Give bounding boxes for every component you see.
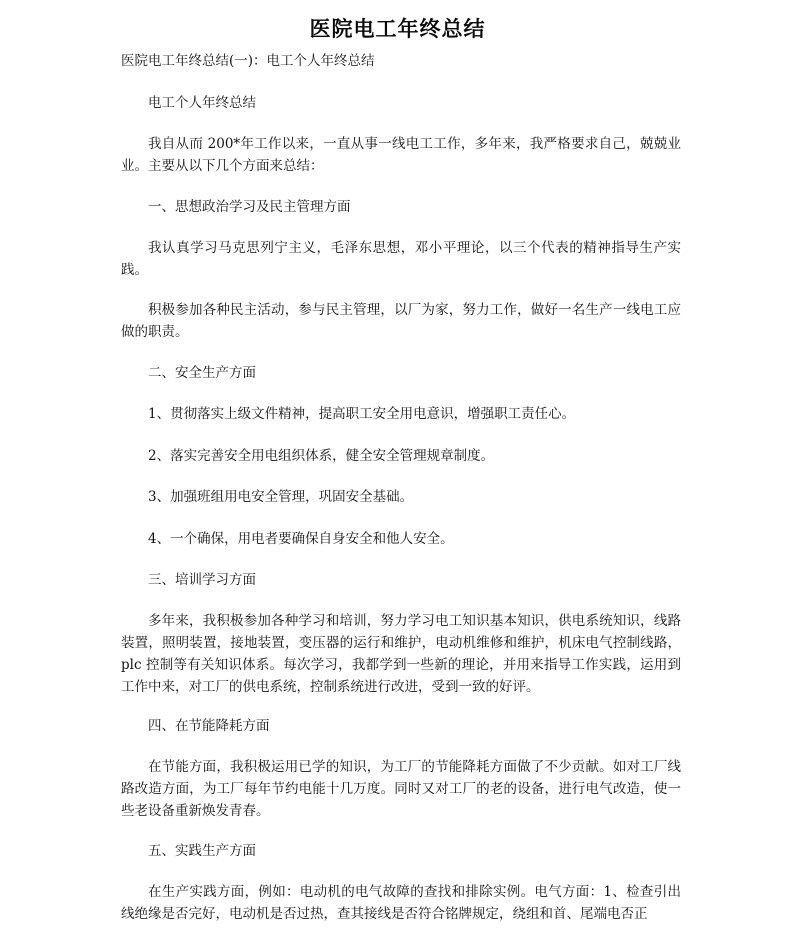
section-heading: 五、实践生产方面 <box>148 843 256 859</box>
section-heading: 四、在节能降耗方面 <box>148 718 270 734</box>
list-item: 3、加强班组用电安全管理，巩固安全基础。 <box>148 489 414 505</box>
section-heading: 二、安全生产方面 <box>148 365 256 381</box>
body-paragraph: 多年来，我积极参加各种学习和培训，努力学习电工知识基本知识，供电系统知识，线路装置，照明装置，接地装置，变压器的运行和维护，电动机维修和维护，机床电气控制线路，plc 控制等有关知识体系。每次学习，我都学到一些新的理论，并用来指导工作实践，运用到工作中来，对工厂的供电系统，控制系统进行改进，受到一致的好评。 <box>121 613 681 695</box>
body-paragraph: 在节能方面，我积极运用已学的知识，为工厂的节能降耗方面做了不少贡献。如对工厂线路改造方面，为工厂每年节约电能十几万度。同时又对工厂的老的设备，进行电气改造，使一些老设备重新焕发青春。 <box>121 759 681 819</box>
document-title: 医院电工年终总结 <box>309 16 486 41</box>
subtitle-line: 医院电工年终总结(一)：电工个人年终总结 <box>121 53 375 69</box>
body-paragraph: 在生产实践方面，例如：电动机的电气故障的查找和排除实例。电气方面：1、检查引出线绝缘是否完好，电动机是否过热，查其接线是否符合铭牌规定，绕组和首、尾端电否正 <box>121 884 681 922</box>
body-paragraph: 我认真学习马克思列宁主义，毛泽东思想，邓小平理论，以三个代表的精神指导生产实践。 <box>121 240 681 278</box>
section-heading: 三、培训学习方面 <box>148 572 256 588</box>
list-item: 2、落实完善安全用电组织体系，健全安全管理规章制度。 <box>148 448 495 464</box>
body-paragraph: 我自从而 200*年工作以来，一直从事一线电工工作，多年来，我严格要求自己，兢兢业业。主要从以下几个方面来总结： <box>121 136 681 174</box>
body-paragraph: 积极参加各种民主活动，参与民主管理，以厂为家，努力工作，做好一名生产一线电工应做的职责。 <box>121 302 681 340</box>
list-item: 4、一个确保，用电者要确保自身安全和他人安全。 <box>148 531 454 547</box>
section-heading: 电工个人年终总结 <box>148 95 256 111</box>
list-item: 1、贯彻落实上级文件精神，提高职工安全用电意识，增强职工责任心。 <box>148 406 576 422</box>
section-heading: 一、思想政治学习及民主管理方面 <box>148 199 351 215</box>
